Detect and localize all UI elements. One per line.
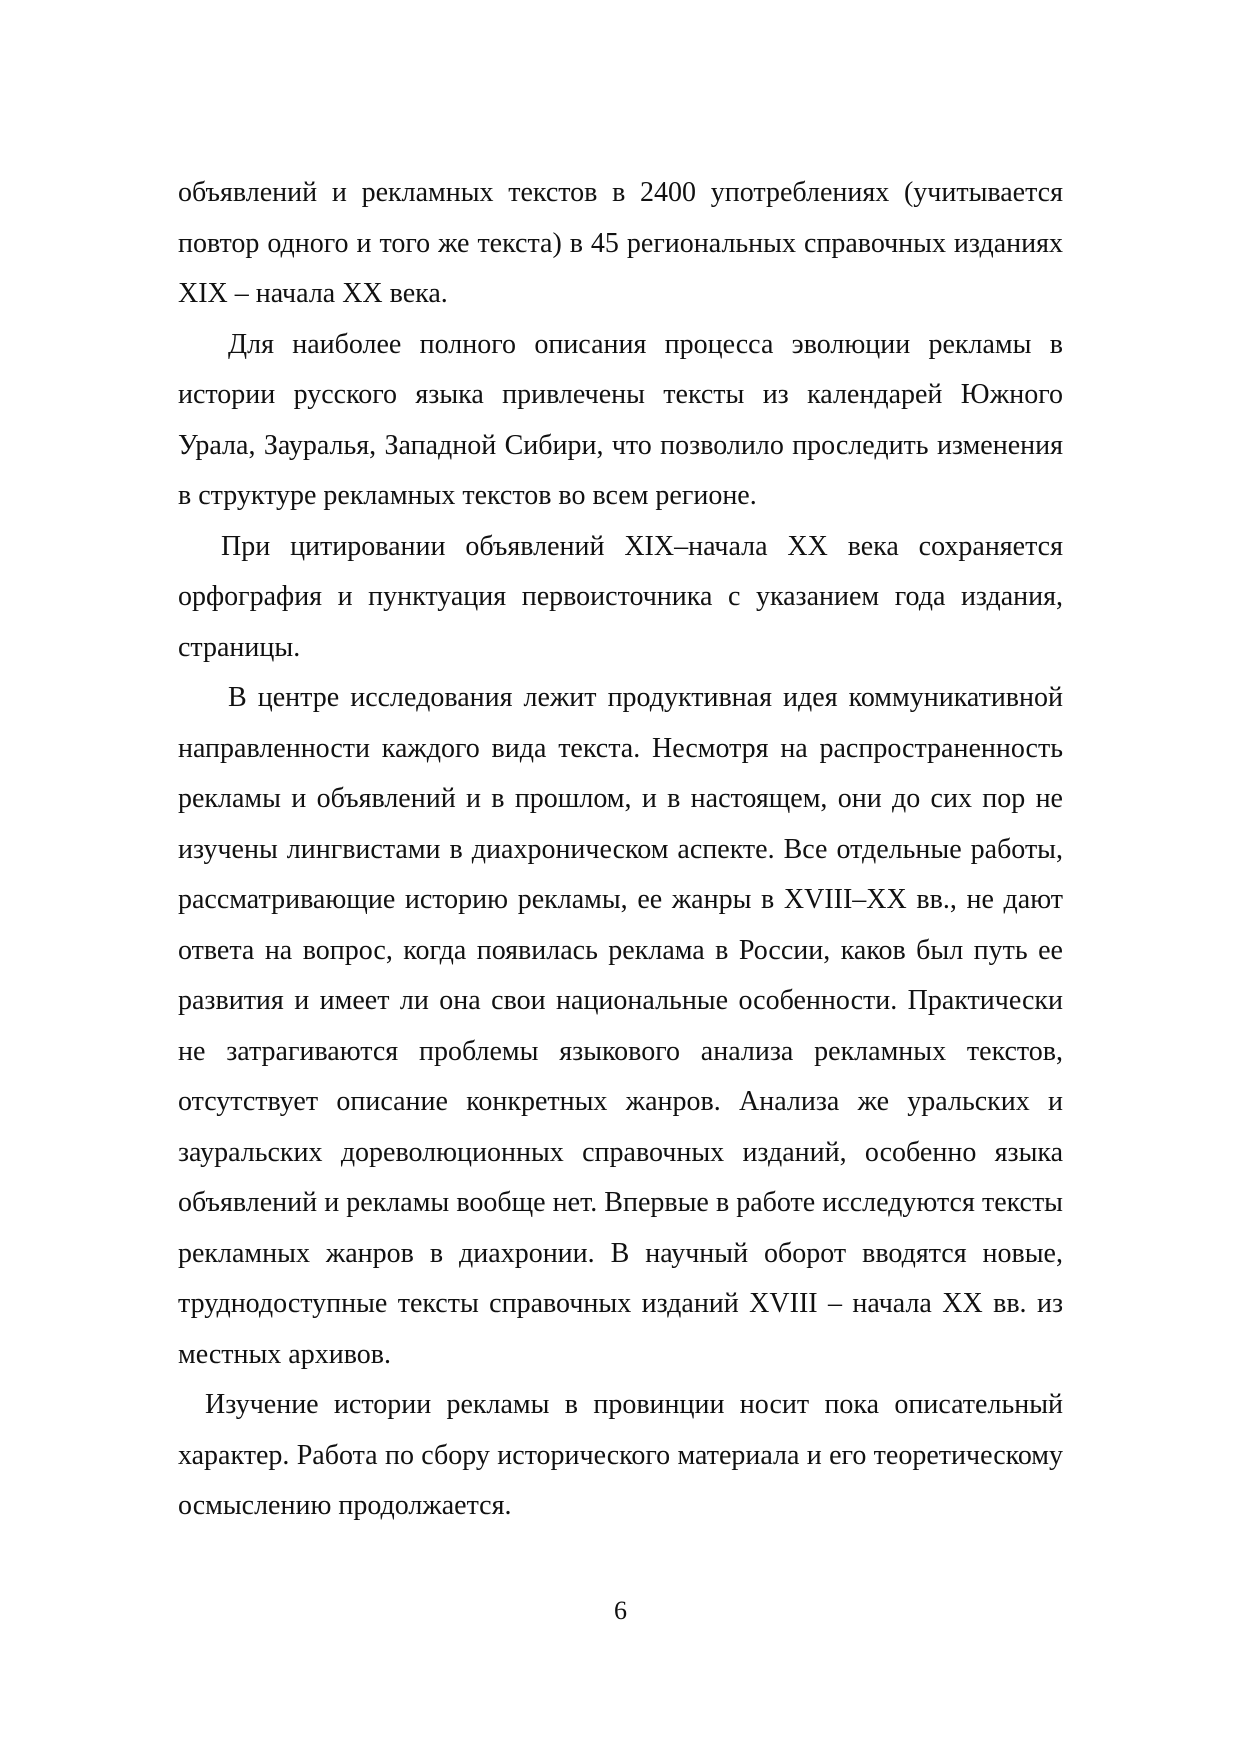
paragraph-conclusion: Изучение истории рекламы в провинции носит пока описательный характер. Работа по сбору исторического материала и его теоретическому осмыслению продолжается. [178,1389,1063,1521]
page-number: 6 [614,1596,627,1625]
paragraph-continuation: объявлений и рекламных текстов в 2400 употреблениях (учитывается повтор одного и того же текста) в 45 региональных справочных изданиях XIX – начала XX века. [178,177,1063,309]
paragraph-sources: Для наиболее полного описания процесса эволюции рекламы в истории русского языка привлечены тексты из календарей Южного Урала, Зауралья, Западной Сибири, что позволило проследить изменения в структуре рекламных текстов во всем регионе. [178,328,1063,511]
paragraph-research-focus: В центре исследования лежит продуктивная идея коммуникативной направленности каждого вида текста. Несмотря на распространенность рекламы и объявлений и в прошлом, и в настоящем, они до сих пор не изучены лингвистами в диахроническом аспекте. Все отдельные работы, рассматривающие историю рекламы, ее жанры в XVIII–XX вв., не дают ответа на вопрос, когда появилась реклама в России, каков был путь ее развития и имеет ли она свои национальные особенности. Практически не затрагиваются проблемы языкового анализа рекламных текстов, отсутствует описание конкретных жанров. Анализа же уральских и зауральских дореволюционных справочных изданий, особенно языка объявлений и рекламы вообще нет. Впервые в работе исследуются тексты рекламных жанров в диахронии. В научный оборот вводятся новые, труднодоступные тексты справочных изданий XVIII – начала XX вв. из местных архивов. [178,682,1063,1370]
body-text [178,168,1063,1532]
paragraph-citation: При цитировании объявлений XIX–начала XX века сохраняется орфография и пунктуация первоисточника с указанием года издания, страницы. [178,530,1063,663]
